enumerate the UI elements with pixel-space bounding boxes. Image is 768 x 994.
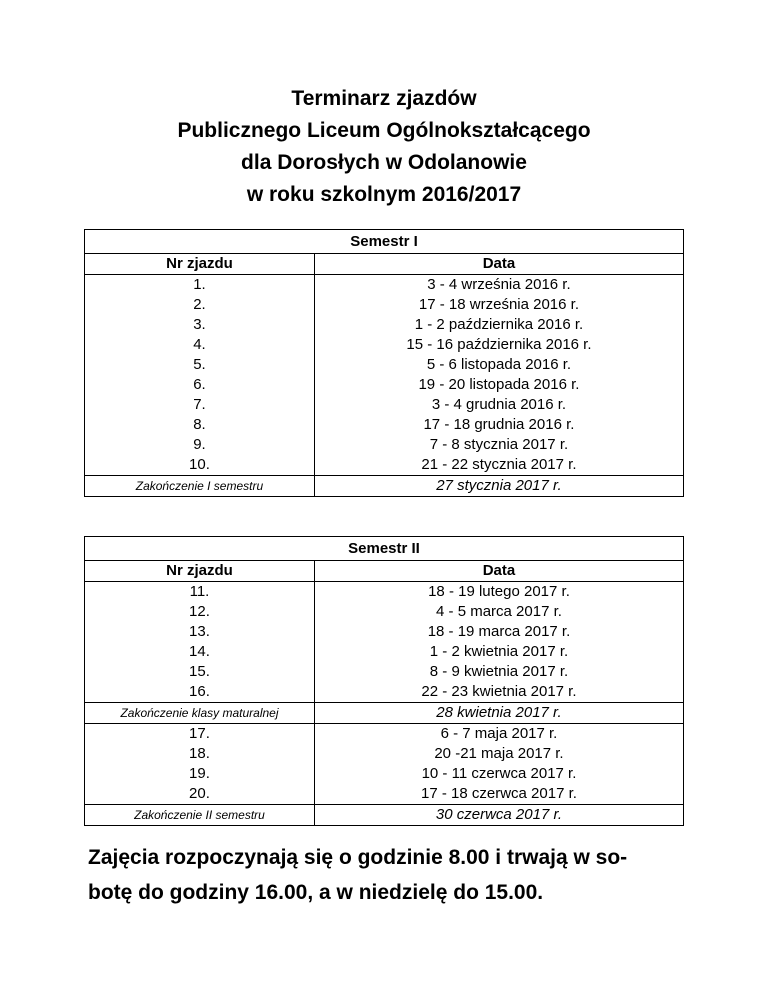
title-line-3: dla Dorosłych w Odolanowie bbox=[241, 151, 527, 174]
session-number: 2. bbox=[85, 295, 315, 315]
column-header-date: Data bbox=[314, 254, 683, 275]
graduation-class-end-row bbox=[85, 703, 684, 724]
session-number: 1. bbox=[85, 275, 315, 296]
title-line-1: Terminarz zjazdów bbox=[291, 87, 477, 110]
session-number: 3. bbox=[85, 315, 315, 335]
table-row bbox=[85, 335, 684, 355]
title-line-4: w roku szkolnym 2016/2017 bbox=[246, 183, 522, 206]
table-row bbox=[85, 455, 684, 476]
session-date: 10 - 11 czerwca 2017 r. bbox=[314, 764, 683, 784]
session-number: 9. bbox=[85, 435, 315, 455]
document-title bbox=[0, 83, 768, 211]
table-row bbox=[85, 744, 684, 764]
schedule-note bbox=[88, 840, 688, 910]
column-header-date: Data bbox=[314, 561, 683, 582]
session-date: 17 - 18 czerwca 2017 r. bbox=[314, 784, 683, 805]
session-number: 13. bbox=[85, 622, 315, 642]
table-row bbox=[85, 784, 684, 805]
session-number: 16. bbox=[85, 682, 315, 703]
graduation-class-end-row-date: 28 kwietnia 2017 r. bbox=[314, 703, 683, 724]
session-date: 17 - 18 września 2016 r. bbox=[314, 295, 683, 315]
session-number: 18. bbox=[85, 744, 315, 764]
session-date: 15 - 16 października 2016 r. bbox=[314, 335, 683, 355]
semester-2-end-row-label: Zakończenie II semestru bbox=[85, 805, 315, 826]
session-date: 21 - 22 stycznia 2017 r. bbox=[314, 455, 683, 476]
table-row bbox=[85, 582, 684, 603]
session-date: 19 - 20 listopada 2016 r. bbox=[314, 375, 683, 395]
session-date: 8 - 9 kwietnia 2017 r. bbox=[314, 662, 683, 682]
session-number: 5. bbox=[85, 355, 315, 375]
session-date: 22 - 23 kwietnia 2017 r. bbox=[314, 682, 683, 703]
column-header-nr: Nr zjazdu bbox=[85, 561, 315, 582]
session-date: 3 - 4 grudnia 2016 r. bbox=[314, 395, 683, 415]
session-number: 8. bbox=[85, 415, 315, 435]
session-date: 20 -21 maja 2017 r. bbox=[314, 744, 683, 764]
semester-2-table bbox=[84, 536, 684, 826]
session-number: 17. bbox=[85, 724, 315, 745]
table-row bbox=[85, 415, 684, 435]
semester-2-heading: Semestr II bbox=[85, 537, 684, 561]
session-number: 15. bbox=[85, 662, 315, 682]
table-row bbox=[85, 355, 684, 375]
title-line-2: Publicznego Liceum Ogólnokształcącego bbox=[177, 119, 591, 142]
table-row bbox=[85, 602, 684, 622]
table-row bbox=[85, 724, 684, 745]
session-date: 18 - 19 lutego 2017 r. bbox=[314, 582, 683, 603]
semester-2-end-row-date: 30 czerwca 2017 r. bbox=[314, 805, 683, 826]
note-line-2: botę do godziny 16.00, a w niedzielę do 15.00. bbox=[88, 881, 544, 904]
session-date: 7 - 8 stycznia 2017 r. bbox=[314, 435, 683, 455]
semester-1-heading: Semestr I bbox=[85, 230, 684, 254]
table-row bbox=[85, 275, 684, 296]
session-date: 4 - 5 marca 2017 r. bbox=[314, 602, 683, 622]
note-line-1: Zajęcia rozpoczynają się o godzinie 8.00 i trwają w so- bbox=[88, 846, 628, 869]
session-date: 5 - 6 listopada 2016 r. bbox=[314, 355, 683, 375]
session-number: 11. bbox=[85, 582, 315, 603]
table-row bbox=[85, 764, 684, 784]
session-date: 1 - 2 października 2016 r. bbox=[314, 315, 683, 335]
table-row bbox=[85, 295, 684, 315]
semester-1-end-row-label: Zakończenie I semestru bbox=[85, 476, 315, 497]
semester-1-table bbox=[84, 229, 684, 497]
session-date: 17 - 18 grudnia 2016 r. bbox=[314, 415, 683, 435]
session-number: 12. bbox=[85, 602, 315, 622]
table-row bbox=[85, 682, 684, 703]
semester-1-end-row-date: 27 stycznia 2017 r. bbox=[314, 476, 683, 497]
graduation-class-end-row-label: Zakończenie klasy maturalnej bbox=[85, 703, 315, 724]
session-date: 6 - 7 maja 2017 r. bbox=[314, 724, 683, 745]
session-number: 6. bbox=[85, 375, 315, 395]
table-row bbox=[85, 375, 684, 395]
table-row bbox=[85, 642, 684, 662]
session-number: 10. bbox=[85, 455, 315, 476]
session-date: 1 - 2 kwietnia 2017 r. bbox=[314, 642, 683, 662]
session-date: 18 - 19 marca 2017 r. bbox=[314, 622, 683, 642]
table-row bbox=[85, 315, 684, 335]
session-number: 14. bbox=[85, 642, 315, 662]
session-number: 19. bbox=[85, 764, 315, 784]
session-number: 4. bbox=[85, 335, 315, 355]
table-row bbox=[85, 622, 684, 642]
semester-1-end-row bbox=[85, 476, 684, 497]
table-row bbox=[85, 395, 684, 415]
column-header-nr: Nr zjazdu bbox=[85, 254, 315, 275]
session-number: 7. bbox=[85, 395, 315, 415]
table-row bbox=[85, 435, 684, 455]
semester-2-end-row bbox=[85, 805, 684, 826]
session-number: 20. bbox=[85, 784, 315, 805]
table-row bbox=[85, 662, 684, 682]
session-date: 3 - 4 września 2016 r. bbox=[314, 275, 683, 296]
